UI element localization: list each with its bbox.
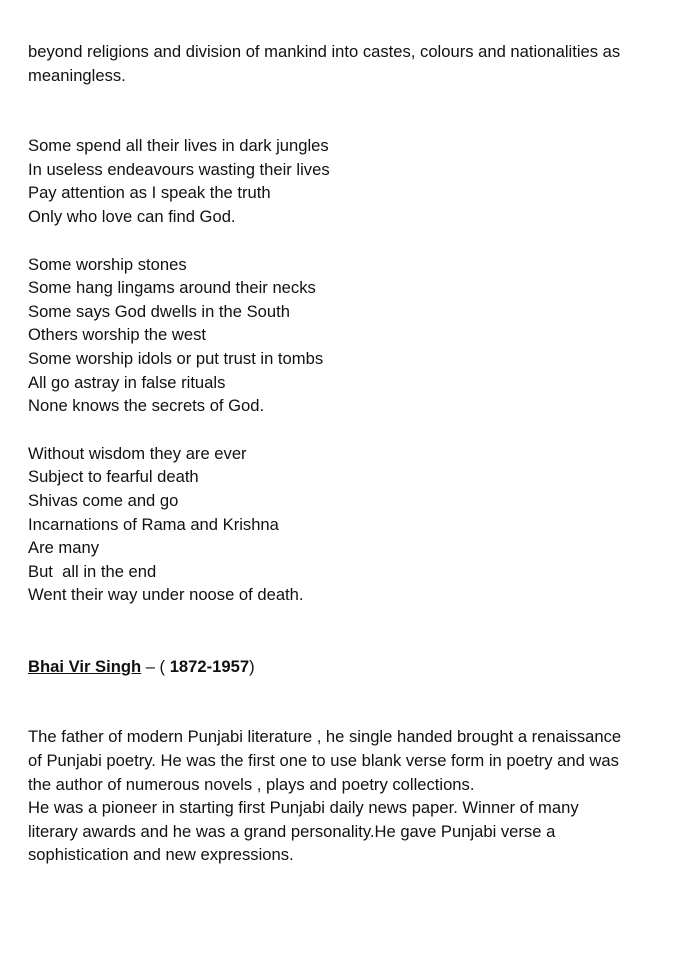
poem-line: But all in the end bbox=[28, 561, 157, 581]
document-page bbox=[28, 40, 678, 867]
author-name: Bhai Vir Singh bbox=[28, 656, 142, 676]
poem-line: Others worship the west bbox=[28, 325, 206, 345]
poem-line: Without wisdom they are ever bbox=[28, 443, 247, 463]
intro-line: beyond religions and division of mankind into castes, colours and nationalities as bbox=[28, 42, 621, 61]
poem-line: None knows the secrets of God. bbox=[28, 396, 265, 416]
bio-line: The father of modern Punjabi literature , he single handed brought a renaissance bbox=[28, 727, 622, 747]
poem-line: Shivas come and go bbox=[28, 490, 179, 510]
poem-line: Some worship idols or put trust in tombs bbox=[28, 348, 324, 368]
bio-line: He was a pioneer in starting first Punjabi daily news paper. Winner of many bbox=[28, 798, 579, 818]
bio-line: sophistication and new expressions. bbox=[28, 845, 294, 865]
poem-line: Subject to fearful death bbox=[28, 467, 199, 487]
author-years: 1872-1957 bbox=[169, 656, 250, 676]
poem-line: In useless endeavours wasting their lives bbox=[28, 159, 330, 179]
poem-stanza-1 bbox=[28, 134, 678, 228]
bio-line: the author of numerous novels , plays and poetry collections. bbox=[28, 774, 475, 794]
biography-paragraph bbox=[28, 725, 678, 867]
poem-stanza-3 bbox=[28, 442, 678, 607]
intro-paragraph bbox=[28, 40, 678, 87]
poem-line: All go astray in false rituals bbox=[28, 372, 226, 392]
poem-line: Went their way under noose of death. bbox=[28, 585, 304, 605]
poem-line: Incarnations of Rama and Krishna bbox=[28, 514, 279, 534]
bio-line: of Punjabi poetry. He was the first one to use blank verse form in poetry and was bbox=[28, 751, 619, 771]
heading-separator: – ( bbox=[141, 656, 170, 676]
poem-line: Some worship stones bbox=[28, 254, 187, 274]
intro-line: meaningless. bbox=[28, 65, 126, 85]
poem-line: Are many bbox=[28, 538, 100, 558]
heading-close: ) bbox=[249, 656, 255, 676]
poem-stanza-2 bbox=[28, 253, 678, 418]
poem-line: Some spend all their lives in dark jungles bbox=[28, 136, 329, 156]
bio-line: literary awards and he was a grand personality.He gave Punjabi verse a bbox=[28, 821, 556, 841]
poem-line: Only who love can find God. bbox=[28, 206, 236, 226]
poem-line: Some hang lingams around their necks bbox=[28, 278, 316, 298]
section-heading bbox=[28, 655, 678, 679]
poem-line: Some says God dwells in the South bbox=[28, 301, 290, 321]
poem-line: Pay attention as I speak the truth bbox=[28, 183, 271, 203]
